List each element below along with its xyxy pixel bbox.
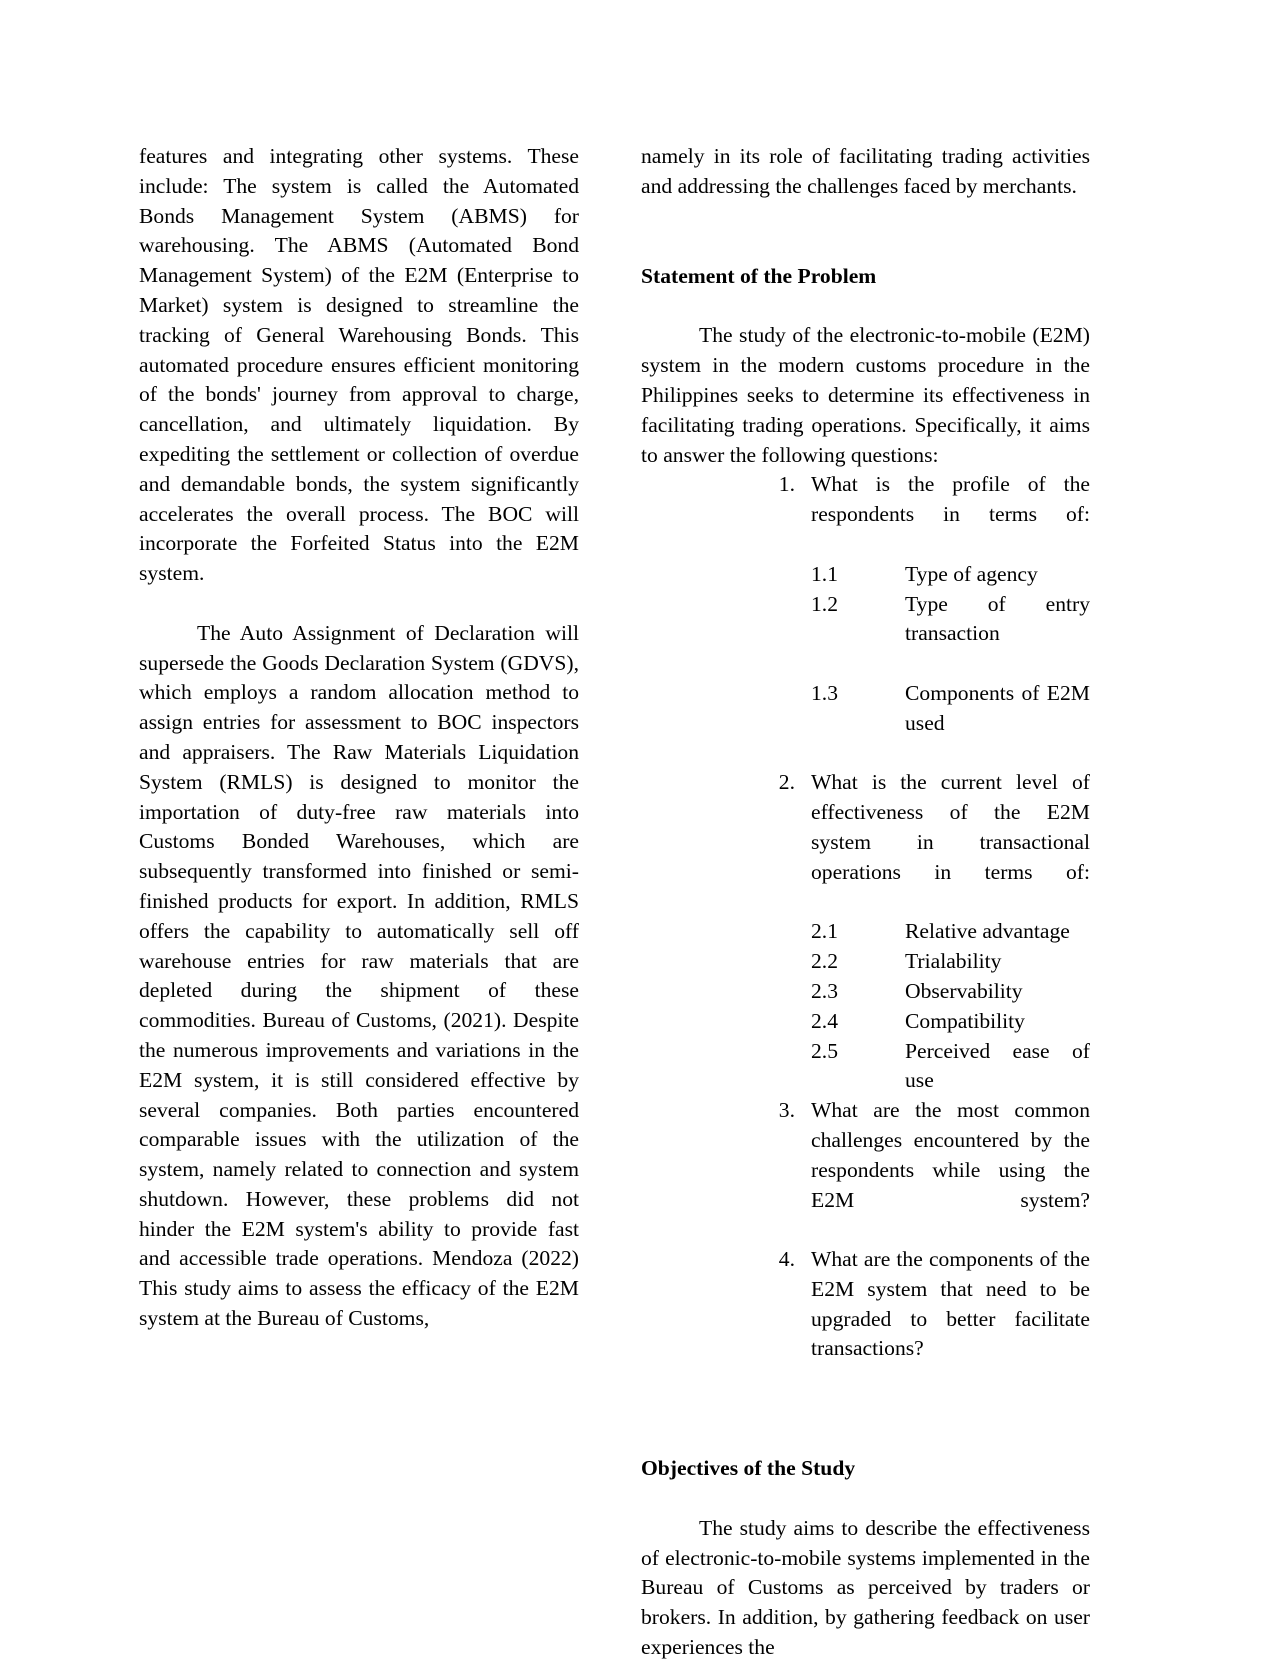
subquestion-marker: 1.2 — [811, 591, 838, 616]
question-marker: 2. — [778, 770, 795, 795]
question-marker: 3. — [778, 1098, 795, 1123]
research-subquestion-item — [811, 977, 1090, 1007]
left-column — [139, 142, 579, 1334]
subquestion-marker: 1.3 — [811, 680, 838, 705]
research-subquestion-item — [811, 560, 1090, 590]
research-subquestion-item — [811, 1037, 1090, 1097]
subquestion-marker: 2.3 — [811, 978, 838, 1003]
left-paragraph-1: features and integrating other systems. These include: The system is called the Automated Bonds Management System (ABMS) for warehousing. The ABMS (Automated Bond Management System) of the E2M (Enterprise to Market) system is designed to streamline the tracking of General Warehousing Bonds. This automated procedure ensures efficient monitoring of the bonds' journey from approval to charge, cancellation, and ultimately liquidation. By expediting the settlement or collection of overdue and demandable bonds, the system significantly accelerates the overall process. The BOC will incorporate the Forfeited Status into the E2M system. — [139, 144, 579, 586]
spacer-after-objectives-heading — [641, 1484, 1090, 1514]
subquestion-text: Compatibility — [905, 1008, 1025, 1033]
subquestion-text: Type of agency — [905, 561, 1038, 586]
subquestion-marker: 2.2 — [811, 949, 838, 974]
subquestion-text: Trialability — [905, 949, 1002, 974]
spacer-before-objectives-heading — [641, 1394, 1090, 1454]
research-subquestion-item — [811, 947, 1090, 977]
research-subquestion-item — [811, 1007, 1090, 1037]
question-text: What are the components of the E2M system that need to be upgraded to better facilitate transactions? — [811, 1247, 1090, 1361]
right-continuation-paragraph: namely in its role of facilitating trading activities and addressing the challenges faced by merchants. — [641, 144, 1090, 198]
right-column — [641, 142, 1090, 1663]
heading-statement-of-the-problem: Statement of the Problem — [641, 263, 877, 288]
subquestion-text: Components of E2M used — [905, 680, 1090, 735]
research-questions-list — [641, 470, 1090, 1394]
subquestion-text: Type of entry transaction — [905, 591, 1090, 646]
spacer-after-problem-heading — [641, 291, 1090, 321]
subquestion-marker: 2.4 — [811, 1008, 838, 1033]
research-question-item — [749, 768, 1090, 1096]
subquestion-text: Relative advantage — [905, 919, 1070, 944]
question-text: What are the most common challenges encountered by the respondents while using the E2M system? — [811, 1098, 1090, 1212]
heading-objectives-of-the-study: Objectives of the Study — [641, 1456, 856, 1481]
research-question-item — [749, 1245, 1090, 1394]
research-question-item — [749, 1096, 1090, 1245]
two-column-layout — [139, 142, 1150, 1660]
subquestion-text: Observability — [905, 978, 1023, 1003]
problem-intro-paragraph: The study of the electronic-to-mobile (E2M) system in the modern customs procedure in the Philippines seeks to determine its effectiveness in facilitating trading operations. Specifically, it aims to answer the following questions: — [641, 323, 1090, 467]
subquestion-marker: 2.5 — [811, 1038, 838, 1063]
question-marker: 1. — [778, 472, 795, 497]
research-question-item — [749, 470, 1090, 768]
objectives-paragraph: The study aims to describe the effectiveness of electronic-to-mobile systems implemented in the Bureau of Customs as perceived by traders or brokers. In addition, by gathering feedback on user experiences the — [641, 1515, 1090, 1660]
subquestion-marker: 1.1 — [811, 561, 838, 586]
subquestion-text: Perceived ease of use — [905, 1038, 1090, 1093]
subquestion-marker: 2.1 — [811, 919, 838, 944]
research-subquestion-item — [811, 679, 1090, 768]
question-text: What is the current level of effectiveness of the E2M system in transactional operations in terms of: — [811, 770, 1090, 884]
question-text: What is the profile of the respondents in terms of: — [811, 472, 1090, 527]
question-marker: 4. — [778, 1247, 795, 1272]
left-paragraph-2: The Auto Assignment of Declaration will supersede the Goods Declaration System (GDVS), which employs a random allocation method to assign entries for assessment to BOC inspectors and appraisers. The Raw Materials Liquidation System (RMLS) is designed to monitor the importation of duty-free raw materials into Customs Bonded Warehouses, which are subsequently transformed into finished or semi-finished products for export. In addition, RMLS offers the capability to automatically sell off warehouse entries for raw materials that are depleted during the shipment of these commodities. Bureau of Customs, (2021). Despite the numerous improvements and variations in the E2M system, it is still considered effective by several companies. Both parties encountered comparable issues with the utilization of the system, namely related to connection and system shutdown. However, these problems did not hinder the E2M system's ability to provide fast and accessible trade operations. Mendoza (2022) This study aims to assess the efficacy of the E2M system at the Bureau of Customs, — [139, 620, 579, 1331]
spacer-before-problem-heading — [641, 202, 1090, 262]
research-subquestion-item — [811, 917, 1090, 947]
research-subquestion-item — [811, 590, 1090, 679]
research-subquestion-list — [811, 917, 1090, 1096]
research-subquestion-list — [811, 560, 1090, 769]
